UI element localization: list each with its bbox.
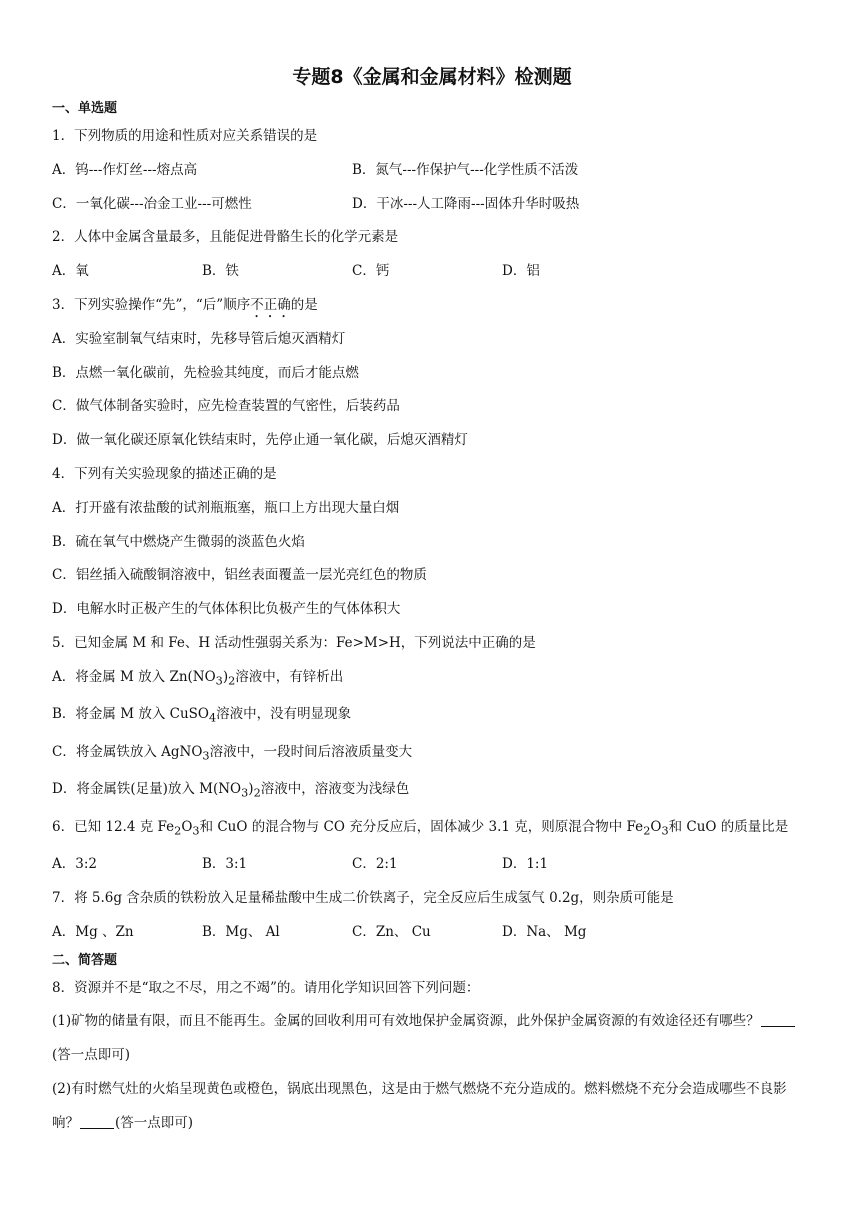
subscript: 3 bbox=[661, 824, 669, 838]
subscript: 3 bbox=[215, 674, 223, 688]
text: C．将金属铁放入 AgNO bbox=[52, 743, 203, 760]
page-title: 专题8《金属和金属材料》检测题 bbox=[292, 66, 572, 88]
text: (答一点即可) bbox=[115, 1114, 194, 1131]
text: O bbox=[650, 818, 662, 835]
question-3-stem-post: 的是 bbox=[290, 296, 318, 313]
question-6-options bbox=[52, 848, 812, 882]
question-8-part-1 bbox=[52, 1005, 812, 1073]
subscript: 2 bbox=[174, 824, 182, 838]
text: ) bbox=[222, 668, 229, 685]
option-a: A．打开盛有浓盐酸的试剂瓶瓶塞，瓶口上方出现大量白烟 bbox=[52, 499, 400, 516]
question-8-stem: 8．资源并不是“取之不尽，用之不竭”的。请用化学知识回答下列问题： bbox=[52, 979, 480, 996]
question-1-stem: 1．下列物质的用途和性质对应关系错误的是 bbox=[52, 128, 318, 144]
option-b: B．氮气---作保护气---化学性质不活泼 bbox=[352, 161, 579, 178]
option-c: C．铝丝插入硫酸铜溶液中，铝丝表面覆盖一层光亮红色的物质 bbox=[52, 567, 427, 584]
option-a: A．实验室制氧气结束时，先移导管后熄灭酒精灯 bbox=[52, 330, 346, 347]
option-b: B．点燃一氧化碳前，先检验其纯度，而后才能点燃 bbox=[52, 364, 359, 381]
option-c: C．一氧化碳---冶金工业---可燃性 bbox=[52, 195, 252, 212]
subscript: 2 bbox=[643, 824, 651, 838]
text: 溶液中，一段时间后溶液质量变大 bbox=[209, 743, 413, 760]
question-3-stem-pre: 3．下列实验操作“先”，“后”顺序 bbox=[52, 296, 251, 313]
option-d: D．干冰---人工降雨---固体升华时吸热 bbox=[352, 195, 580, 212]
section-short-answer: 二、简答题 bbox=[52, 952, 118, 968]
text: 和 CuO 的质量比是 bbox=[668, 818, 789, 835]
option-d: D．Na、 Mg bbox=[502, 923, 587, 940]
question-7-options bbox=[52, 916, 812, 950]
option-a: A．3:2 bbox=[52, 856, 97, 873]
answer-blank[interactable] bbox=[80, 1114, 114, 1129]
option-b: B．3:1 bbox=[202, 856, 248, 873]
option-b: B．硫在氧气中燃烧产生微弱的淡蓝色火焰 bbox=[52, 533, 305, 550]
text: 溶液中，有锌析出 bbox=[235, 668, 344, 685]
text: ) bbox=[248, 781, 254, 798]
question-1-options-2 bbox=[52, 188, 812, 222]
question-7-stem: 7．将 5.6g 含杂质的铁粉放入足量稀盐酸中生成二价铁离子，完全反应后生成氢气 0.2g，则杂质可能是 bbox=[52, 889, 674, 906]
text: 溶液中，没有明显现象 bbox=[216, 706, 352, 723]
question-6-stem bbox=[52, 811, 812, 848]
exam-page bbox=[52, 62, 812, 1141]
text: 6．已知 12.4 克 Fe bbox=[52, 818, 175, 835]
option-d: D．做一氧化碳还原氧化铁结束时，先停止通一氧化碳，后熄灭酒精灯 bbox=[52, 432, 468, 449]
option-d: D．铝 bbox=[502, 263, 540, 280]
option-c: C．2:1 bbox=[352, 856, 398, 873]
option-d bbox=[52, 773, 812, 810]
question-2-options bbox=[52, 255, 812, 289]
question-3-stem bbox=[52, 289, 812, 323]
option-a: A．氧 bbox=[52, 263, 89, 280]
option-b: B．铁 bbox=[202, 263, 239, 280]
subscript: 3 bbox=[202, 749, 210, 763]
subscript: 3 bbox=[241, 786, 249, 800]
option-b: B．Mg、 Al bbox=[202, 923, 280, 940]
question-5-stem: 5．已知金属 M 和 Fe、H 活动性强弱关系为：Fe>M>H，下列说法中正确的是 bbox=[52, 634, 536, 651]
question-8-part-2 bbox=[52, 1073, 812, 1141]
emphasized-not-correct: 不正确 bbox=[250, 296, 291, 313]
text: 和 CuO 的混合物与 CO 充分反应后，固体减少 3.1 克，则原混合物中 Fe bbox=[199, 818, 644, 835]
text: B．将金属 M 放入 CuSO bbox=[52, 706, 209, 723]
subscript: 4 bbox=[208, 711, 217, 725]
question-2-stem: 2．人体中金属含量最多，且能促进骨骼生长的化学元素是 bbox=[52, 229, 399, 246]
text: (答一点即可) bbox=[52, 1047, 131, 1064]
option-a bbox=[52, 661, 812, 698]
option-a: A．Mg 、Zn bbox=[52, 923, 134, 940]
option-a: A．钨---作灯丝---熔点高 bbox=[52, 161, 198, 178]
text: (2)有时燃气灶的火焰呈现黄色或橙色，锅底出现黑色，这是由于燃气燃烧不充分造成的。燃料燃烧不充分会造成哪些不良影响？ bbox=[52, 1080, 787, 1131]
subscript: 2 bbox=[228, 674, 236, 688]
option-c: C．Zn、 Cu bbox=[352, 923, 431, 940]
option-c bbox=[52, 736, 812, 773]
question-4-stem: 4．下列有关实验现象的描述正确的是 bbox=[52, 465, 277, 482]
option-c: C．做气体制备实验时，应先检查装置的气密性，后装药品 bbox=[52, 398, 400, 415]
option-d: D．电解水时正极产生的气体体积比负极产生的气体体积大 bbox=[52, 601, 401, 618]
text: D．将金属铁(足量)放入 M(NO bbox=[52, 781, 242, 798]
text: O bbox=[181, 818, 193, 835]
subscript: 3 bbox=[192, 824, 200, 838]
text: 溶液中，溶液变为浅绿色 bbox=[260, 781, 410, 798]
text: (1)矿物的储量有限，而且不能再生。金属的回收利用可有效地保护金属资源，此外保护金属资源的有效途径还有哪些？ bbox=[52, 1013, 760, 1030]
answer-blank[interactable] bbox=[761, 1012, 795, 1027]
question-1-options bbox=[52, 154, 812, 188]
option-d: D．1:1 bbox=[502, 856, 549, 873]
option-b bbox=[52, 698, 812, 735]
section-single-choice: 一、单选题 bbox=[52, 101, 118, 116]
subscript: 2 bbox=[253, 786, 261, 800]
option-c: C．钙 bbox=[352, 263, 390, 280]
text: A．将金属 M 放入 Zn(NO bbox=[52, 668, 216, 685]
